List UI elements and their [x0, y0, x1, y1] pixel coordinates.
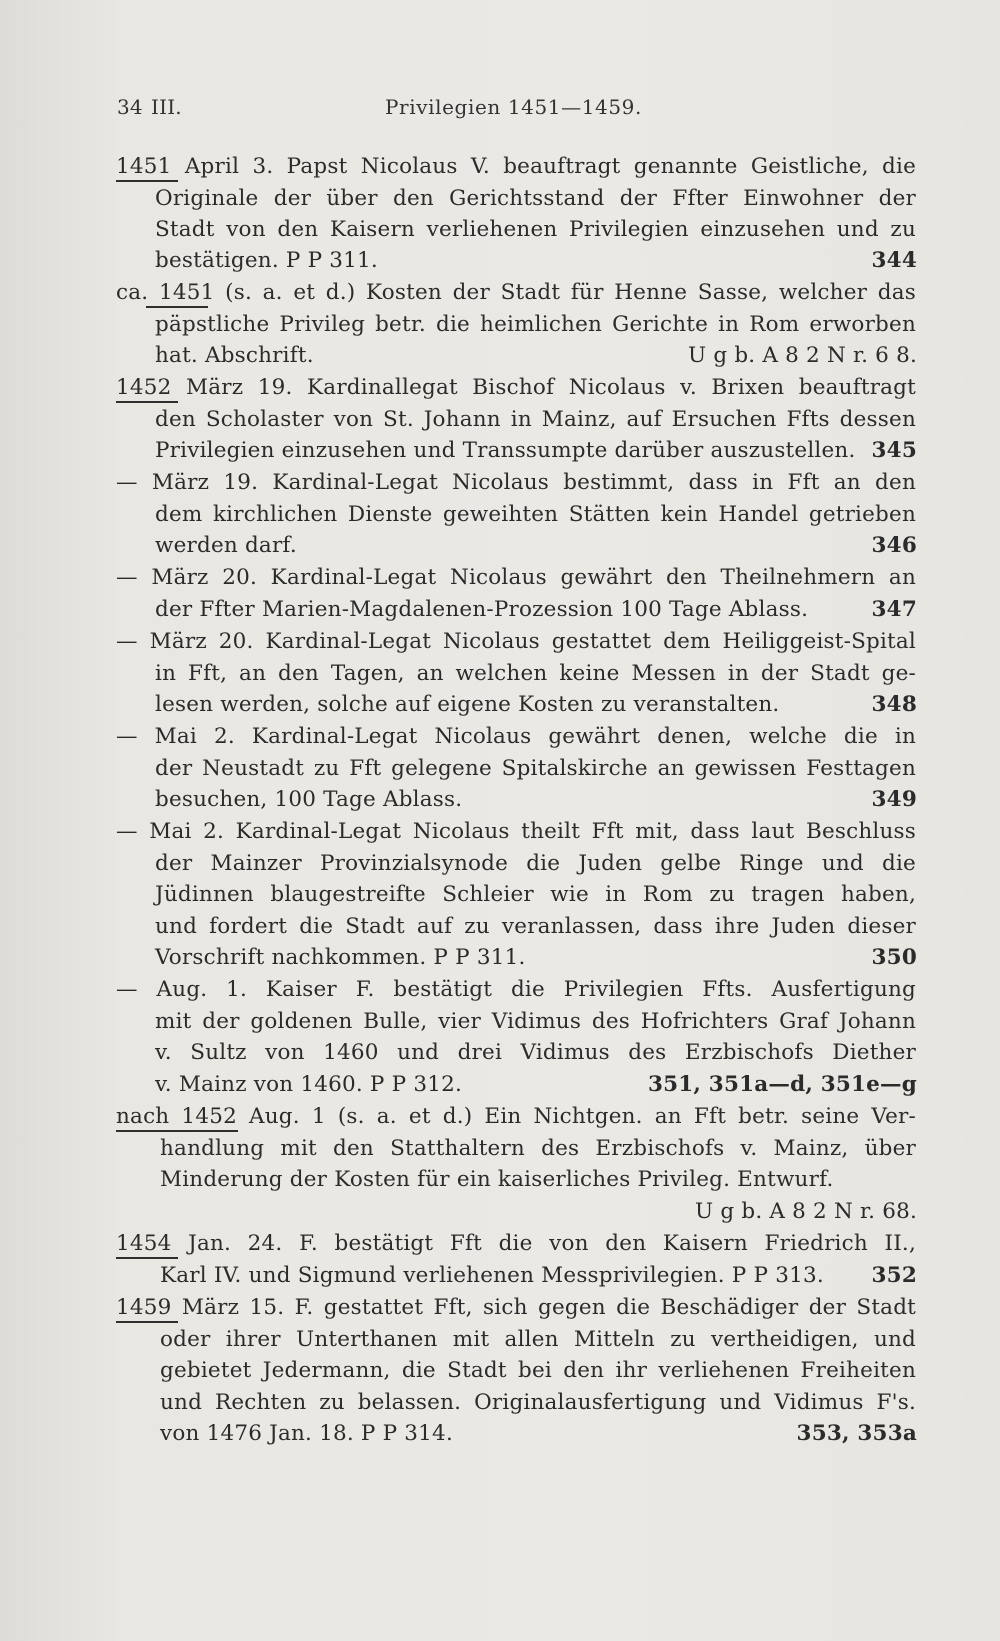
regest-number: 348 — [871, 692, 917, 717]
archive-reference: U g b. A 8 2 N r. 6 8. — [687, 343, 917, 368]
entry-line: gebietet Jedermann, die Stadt bei den ihr verliehenen Freiheiten — [160, 1358, 916, 1383]
regest-number: 349 — [871, 787, 917, 812]
entry-line: Privilegien einzusehen und Transsumpte darüber auszustellen. — [155, 438, 856, 463]
entry-line: — März 20. Kardinal-Legat Nicolaus gestattet dem Heiliggeist-Spital — [116, 629, 916, 654]
date-underline — [116, 1130, 238, 1132]
entry-line: der Ffter Marien-Magdalenen-Prozession 100 Tage Ablass. — [155, 597, 809, 622]
running-title: Privilegien 1451—1459. — [385, 95, 642, 119]
date-underline — [146, 306, 208, 308]
entry-line: dem kirchlichen Dienste geweihten Stätten kein Handel getrieben — [155, 502, 916, 527]
regest-number: 353, 353a — [796, 1421, 917, 1446]
entry-line: Originale der über den Gerichtsstand der Ffter Einwohner der — [155, 186, 916, 211]
entry-line: nach 1452 Aug. 1 (s. a. et d.) Ein Nichtgen. an Fft betr. seine Ver- — [116, 1104, 916, 1129]
entry-line: in Fft, an den Tagen, an welchen keine Messen in der Stadt ge- — [155, 661, 916, 686]
entry-line: v. Sultz von 1460 und drei Vidimus des Erzbischofs Diether — [155, 1040, 916, 1065]
entry-line: — März 19. Kardinal-Legat Nicolaus bestimmt, dass in Fft an den — [116, 470, 916, 495]
entry-line: v. Mainz von 1460. P P 312. — [155, 1072, 463, 1097]
date-underline — [116, 1257, 178, 1259]
entry-line: von 1476 Jan. 18. P P 314. — [160, 1421, 453, 1446]
page-number: 34 — [117, 95, 143, 119]
entry-line: 1452 März 19. Kardinallegat Bischof Nicolaus v. Brixen beauftragt — [116, 375, 916, 400]
regest-number: 350 — [871, 945, 917, 970]
entry-line: — Mai 2. Kardinal-Legat Nicolaus theilt Fft mit, dass laut Beschluss — [116, 819, 916, 844]
regest-number: 345 — [871, 438, 917, 463]
regest-number: 346 — [871, 533, 917, 558]
entry-line: Minderung der Kosten für ein kaiserliches Privileg. Entwurf. — [160, 1167, 834, 1192]
entry-line: und fordert die Stadt auf zu veranlassen, dass ihre Juden dieser — [155, 914, 916, 939]
entry-line: bestätigen. P P 311. — [155, 248, 378, 273]
regest-number: 344 — [871, 248, 917, 273]
entry-line: — Mai 2. Kardinal-Legat Nicolaus gewährt denen, welche die in — [116, 724, 916, 749]
entry-line: handlung mit den Statthaltern des Erzbischofs v. Mainz, über — [160, 1136, 916, 1161]
entry-line: besuchen, 100 Tage Ablass. — [155, 787, 463, 812]
entry-line: und Rechten zu belassen. Originalausfertigung und Vidimus F's. — [160, 1390, 916, 1415]
entry-line: der Neustadt zu Fft gelegene Spitalskirche an gewissen Festtagen — [155, 756, 916, 781]
date-underline — [116, 1321, 178, 1323]
entry-line: ca. 1451 (s. a. et d.) Kosten der Stadt für Henne Sasse, welcher das — [116, 280, 916, 305]
regest-number: 352 — [871, 1263, 917, 1288]
archive-reference: U g b. A 8 2 N r. 68. — [695, 1199, 917, 1224]
entry-line: der Mainzer Provinzialsynode die Juden gelbe Ringe und die — [155, 851, 916, 876]
date-underline — [116, 401, 178, 403]
entry-line: 1459 März 15. F. gestattet Fft, sich gegen die Beschädiger der Stadt — [116, 1295, 916, 1320]
entry-line: mit der goldenen Bulle, vier Vidimus des Hofrichters Graf Johann — [155, 1009, 916, 1034]
entry-line: hat. Abschrift. — [155, 343, 314, 368]
regest-number: 351, 351a—d, 351e—g — [647, 1072, 917, 1097]
entry-line: 1451 April 3. Papst Nicolaus V. beauftragt genannte Geistliche, die — [116, 154, 916, 179]
entry-line: — Aug. 1. Kaiser F. bestätigt die Privilegien Ffts. Ausfertigung — [116, 977, 916, 1002]
regest-number: 347 — [871, 597, 917, 622]
entry-line: Jüdinnen blaugestreifte Schleier wie in Rom zu tragen haben, — [155, 882, 916, 907]
entry-line: Stadt von den Kaisern verliehenen Privilegien einzusehen und zu — [155, 217, 916, 242]
entry-line: den Scholaster von St. Johann in Mainz, auf Ersuchen Ffts dessen — [155, 407, 916, 432]
date-underline — [116, 180, 178, 182]
entry-line: Karl IV. und Sigmund verliehenen Messprivilegien. P P 313. — [160, 1263, 824, 1288]
entry-line: lesen werden, solche auf eigene Kosten zu veranstalten. — [155, 692, 780, 717]
chapter-number: III. — [151, 95, 182, 119]
entry-line: werden darf. — [155, 533, 297, 558]
entry-line: päpstliche Privileg betr. die heimlichen Gerichte in Rom erworben — [155, 312, 916, 337]
entry-line: oder ihrer Unterthanen mit allen Mitteln zu vertheidigen, und — [160, 1327, 916, 1352]
entry-line: 1454 Jan. 24. F. bestätigt Fft die von den Kaisern Friedrich II., — [116, 1231, 916, 1256]
entry-line: — März 20. Kardinal-Legat Nicolaus gewährt den Theilnehmern an — [116, 565, 916, 590]
entry-line: Vorschrift nachkommen. P P 311. — [155, 945, 526, 970]
